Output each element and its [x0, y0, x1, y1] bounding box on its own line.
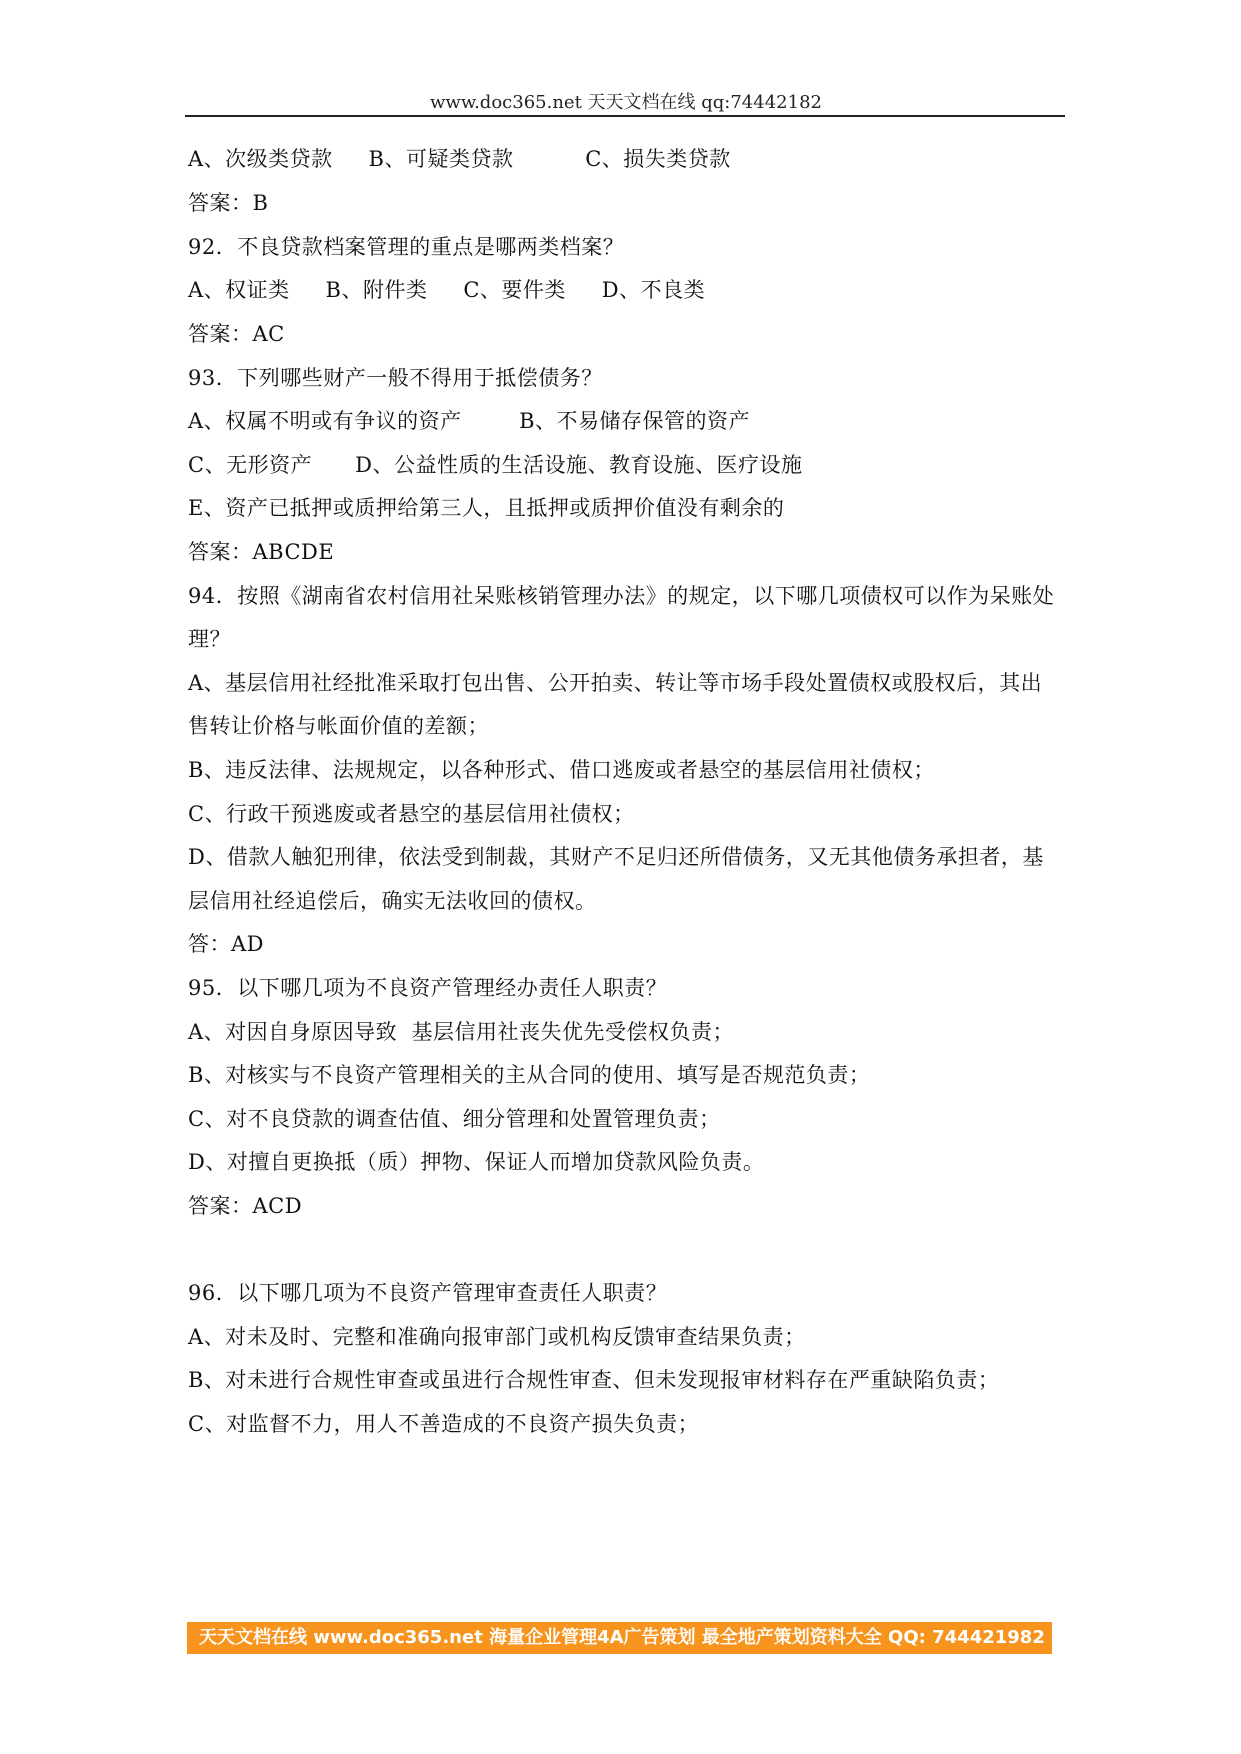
text-line: C、对不良贷款的调查估值、细分管理和处置管理负责；	[188, 1107, 721, 1131]
text-line: 答案：B	[188, 191, 269, 215]
text-line: B、对核实与不良资产管理相关的主从合同的使用、填写是否规范负责；	[188, 1063, 871, 1087]
text-line: 94．按照《湖南省农村信用社呆账核销管理办法》的规定，以下哪几项债权可以作为呆账处	[188, 584, 1055, 608]
text-line: A、权属不明或有争议的资产 B、不易储存保管的资产	[188, 409, 750, 433]
text-line: A、次级类贷款 B、可疑类贷款 C、损失类贷款	[188, 147, 731, 171]
text-line: 95．以下哪几项为不良资产管理经办责任人职责？	[188, 976, 668, 1000]
text-line: 答：AD	[188, 932, 265, 956]
text-line: A、对因自身原因导致 基层信用社丧失优先受偿权负责；	[188, 1020, 735, 1044]
text-line: C、对监督不力，用人不善造成的不良资产损失负责；	[188, 1412, 700, 1436]
text-line: A、权证类 B、附件类 C、要件类 D、不良类	[188, 278, 706, 302]
text-line: D、借款人触犯刑律，依法受到制裁，其财产不足归还所借债务，又无其他债务承担者，基	[188, 845, 1044, 869]
text-line: 答案：ABCDE	[188, 540, 335, 564]
text-line: 92．不良贷款档案管理的重点是哪两类档案？	[188, 235, 625, 259]
text-line: B、违反法律、法规规定，以各种形式、借口逃废或者悬空的基层信用社债权；	[188, 758, 935, 782]
text-line: A、基层信用社经批准采取打包出售、公开拍卖、转让等市场手段处置债权或股权后，其出	[188, 671, 1043, 695]
text-line: 96．以下哪几项为不良资产管理审查责任人职责？	[188, 1281, 668, 1305]
text-line: B、对未进行合规性审查或虽进行合规性审查、但未发现报审材料存在严重缺陷负责；	[188, 1368, 1000, 1392]
text-line: 层信用社经追偿后，确实无法收回的债权。	[188, 889, 597, 913]
text-line: C、无形资产 D、公益性质的生活设施、教育设施、医疗设施	[188, 453, 803, 477]
text-line: D、对擅自更换抵（质）押物、保证人而增加贷款风险负责。	[188, 1150, 765, 1174]
text-line: A、对未及时、完整和准确向报审部门或机构反馈审查结果负责；	[188, 1325, 806, 1349]
page-header: www.doc365.net 天天文档在线 qq:74442182	[430, 92, 822, 113]
header-rule	[185, 115, 1065, 117]
text-line: 答案：AC	[188, 322, 285, 346]
text-line: 理？	[188, 627, 231, 651]
text-line: 答案：ACD	[188, 1194, 303, 1218]
text-line: 售转让价格与帐面价值的差额；	[188, 714, 489, 738]
footer-banner: 天天文档在线 www.doc365.net 海量企业管理4A广告策划 最全地产策划资料大全 QQ: 744421982	[187, 1622, 1052, 1654]
text-line: E、资产已抵押或质押给第三人，且抵押或质押价值没有剩余的	[188, 496, 785, 520]
text-line: C、行政干预逃废或者悬空的基层信用社债权；	[188, 802, 635, 826]
text-line: 93．下列哪些财产一般不得用于抵偿债务？	[188, 366, 603, 390]
